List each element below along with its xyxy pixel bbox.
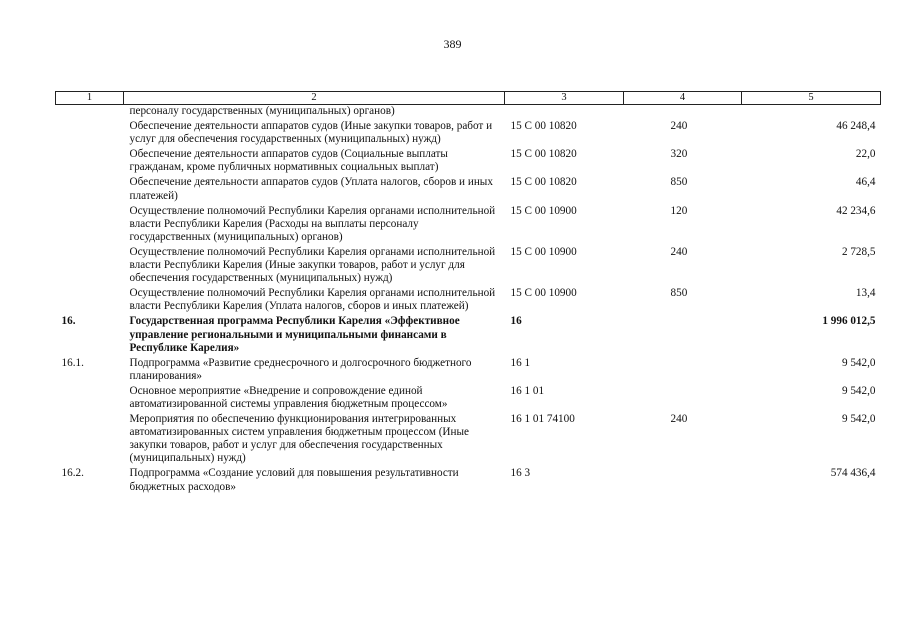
table-row [56, 313, 881, 354]
row-number [56, 146, 124, 174]
row-name: персоналу государственных (муниципальных) органов) [129, 105, 395, 117]
row-expense-type [624, 465, 742, 493]
row-number: 16.1. [61, 356, 84, 369]
row-number: 16.2. [61, 467, 84, 480]
row-expense-type [624, 313, 742, 354]
row-amount: 9 542,0 [841, 356, 876, 369]
row-number [56, 174, 124, 202]
row-number [56, 411, 124, 465]
column-header-2: 2 [124, 92, 505, 105]
row-name: Обеспечение деятельности аппаратов судов (Социальные выплаты гражданам, кроме публичных нормативных социальных выплат) [129, 148, 448, 174]
row-target-code: 15 С 00 10820 [510, 176, 577, 189]
row-name: Обеспечение деятельности аппаратов судов (Иные закупки товаров, работ и услуг для обеспечения государственных (муниципальных) нужд) [129, 120, 493, 146]
row-expense-type [624, 105, 742, 119]
row-amount: 9 542,0 [841, 384, 876, 397]
row-expense-type: 850 [670, 287, 688, 300]
row-target-code: 15 С 00 10900 [510, 245, 577, 258]
row-target-code: 15 С 00 10900 [510, 204, 577, 217]
column-header-4: 4 [624, 92, 742, 105]
row-amount: 46,4 [855, 176, 876, 189]
row-target-code: 16 1 01 74100 [510, 413, 575, 426]
row-number [56, 105, 124, 119]
row-amount: 9 542,0 [841, 413, 876, 426]
table-row [56, 465, 881, 493]
row-target-code [505, 105, 624, 119]
table-row [56, 146, 881, 174]
row-target-code: 15 С 00 10820 [510, 120, 577, 133]
row-amount: 2 728,5 [841, 245, 876, 258]
row-expense-type: 240 [670, 120, 688, 133]
row-expense-type: 120 [670, 204, 688, 217]
table-header-row [56, 92, 881, 105]
row-target-code: 16 1 [510, 356, 531, 369]
table-row [56, 203, 881, 244]
row-name: Мероприятия по обеспечению функционирования интегрированных автоматизированных систем управления бюджетным процессом (Иные закупки товаров, работ и услуг для обеспечения государственных (муниципальных) нужд) [129, 413, 469, 465]
row-number [56, 285, 124, 313]
row-target-code: 15 С 00 10820 [510, 148, 577, 161]
table-row [56, 118, 881, 146]
row-amount: 13,4 [855, 287, 876, 300]
table-row [56, 285, 881, 313]
column-header-5: 5 [742, 92, 881, 105]
row-name: Подпрограмма «Развитие среднесрочного и долгосрочного бюджетного планирования» [129, 356, 472, 382]
row-number: 16. [61, 315, 76, 328]
row-amount: 1 996 012,5 [822, 315, 876, 328]
table-row [56, 244, 881, 285]
table-row [56, 411, 881, 465]
row-amount: 46 248,4 [836, 120, 876, 133]
row-expense-type: 240 [670, 245, 688, 258]
row-number [56, 383, 124, 411]
row-name: Государственная программа Республики Карелия «Эффективное управление региональными и муниципальными финансами в Республике Карелия» [129, 315, 460, 354]
budget-table [55, 91, 881, 494]
row-target-code: 16 1 01 [510, 384, 545, 397]
row-name: Осуществление полномочий Республики Карелия органами исполнительной власти Республики Карелия (Расходы на выплаты персоналу государственных (муниципальных) органов) [129, 204, 496, 243]
row-number [56, 118, 124, 146]
row-name: Подпрограмма «Создание условий для повышения результативности бюджетных расходов» [129, 467, 459, 493]
row-name: Основное мероприятие «Внедрение и сопровождение единой автоматизированной системы управления бюджетным процессом» [129, 384, 448, 410]
row-expense-type [624, 355, 742, 383]
row-name: Осуществление полномочий Республики Карелия органами исполнительной власти Республики Карелия (Иные закупки товаров, работ и услуг для обеспечения государственных (муниципальных) нужд) [129, 245, 496, 285]
row-name: Обеспечение деятельности аппаратов судов (Уплата налогов, сборов и иных платежей) [129, 176, 493, 202]
row-target-code: 16 3 [510, 467, 531, 480]
row-number [56, 244, 124, 285]
column-header-3: 3 [505, 92, 624, 105]
table-body [56, 105, 881, 494]
row-target-code: 16 [510, 315, 522, 328]
row-amount: 42 234,6 [836, 204, 876, 217]
table-row [56, 105, 881, 119]
row-name: Осуществление полномочий Республики Карелия органами исполнительной власти Республики Карелия (Уплата налогов, сборов и иных платежей) [129, 287, 496, 313]
row-amount [742, 105, 881, 119]
row-expense-type [624, 383, 742, 411]
page-number: 389 [443, 37, 462, 51]
row-expense-type: 850 [670, 176, 688, 189]
row-target-code: 15 С 00 10900 [510, 287, 577, 300]
table-row [56, 355, 881, 383]
row-expense-type: 240 [670, 413, 688, 426]
row-amount: 22,0 [855, 148, 876, 161]
table-row [56, 174, 881, 202]
column-header-1: 1 [56, 92, 124, 105]
row-expense-type: 320 [670, 148, 688, 161]
table-row [56, 383, 881, 411]
row-number [56, 203, 124, 244]
row-amount: 574 436,4 [830, 467, 876, 480]
